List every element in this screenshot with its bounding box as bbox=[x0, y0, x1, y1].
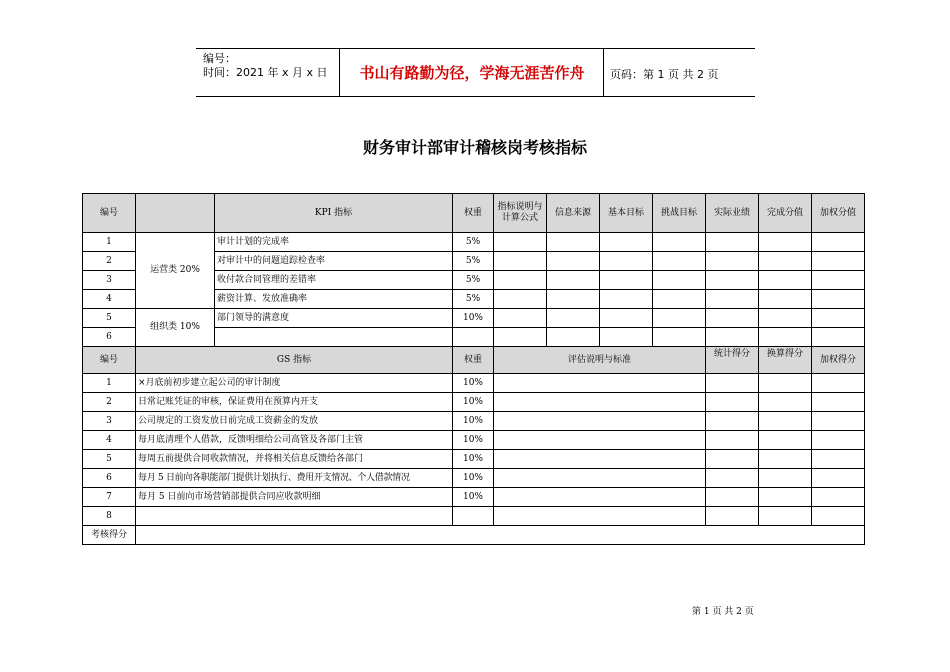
gs-cell bbox=[706, 374, 759, 393]
gs-row-weight: 10% bbox=[453, 374, 494, 393]
kpi-row-num: 4 bbox=[83, 290, 136, 309]
gs-cell bbox=[759, 507, 812, 526]
gs-cell bbox=[759, 431, 812, 450]
gs-cell bbox=[706, 469, 759, 488]
gs-row-eval bbox=[494, 469, 706, 488]
gs-row-num: 3 bbox=[83, 412, 136, 431]
kpi-cell bbox=[600, 290, 653, 309]
gs-cell bbox=[706, 393, 759, 412]
kpi-cell bbox=[494, 328, 547, 347]
score-label: 考核得分 bbox=[83, 526, 136, 545]
kpi-header-base: 基本目标 bbox=[600, 194, 653, 233]
kpi-row-weight bbox=[453, 328, 494, 347]
gs-cell bbox=[706, 507, 759, 526]
gs-header-eval: 评估说明与标准 bbox=[494, 347, 706, 374]
kpi-header-row bbox=[83, 194, 865, 233]
kpi-header-challenge: 挑战目标 bbox=[653, 194, 706, 233]
kpi-row-weight: 5% bbox=[453, 233, 494, 252]
gs-row-name: 公司规定的工资发放日前完成工资薪金的发放 bbox=[136, 412, 453, 431]
kpi-row-name bbox=[215, 328, 453, 347]
gs-header-weighted: 加权得分 bbox=[812, 347, 865, 374]
kpi-cell bbox=[547, 233, 600, 252]
gs-row-eval bbox=[494, 412, 706, 431]
gs-row bbox=[83, 507, 865, 526]
assessment-table bbox=[82, 193, 865, 545]
gs-row-num: 4 bbox=[83, 431, 136, 450]
kpi-cell bbox=[547, 309, 600, 328]
kpi-header-num: 编号 bbox=[83, 194, 136, 233]
header-motto: 书山有路勤为径，学海无涯苦作舟 bbox=[359, 64, 585, 82]
score-value bbox=[136, 526, 865, 545]
gs-row bbox=[83, 431, 865, 450]
kpi-cell bbox=[812, 271, 865, 290]
kpi-cell bbox=[759, 290, 812, 309]
kpi-cell bbox=[600, 233, 653, 252]
kpi-header-weighted: 加权分值 bbox=[812, 194, 865, 233]
gs-row-num: 8 bbox=[83, 507, 136, 526]
header-bottom-rule bbox=[196, 96, 755, 97]
kpi-cell bbox=[600, 328, 653, 347]
header-divider-left bbox=[339, 48, 340, 96]
kpi-cell bbox=[812, 290, 865, 309]
gs-cell bbox=[759, 412, 812, 431]
kpi-cell bbox=[706, 271, 759, 290]
kpi-row-num: 1 bbox=[83, 233, 136, 252]
kpi-cell bbox=[600, 252, 653, 271]
kpi-header-source: 信息来源 bbox=[547, 194, 600, 233]
gs-row-eval bbox=[494, 488, 706, 507]
gs-cell bbox=[759, 488, 812, 507]
kpi-cell bbox=[494, 290, 547, 309]
gs-header-stat: 统计得分 bbox=[706, 347, 759, 374]
header-divider-right bbox=[603, 48, 604, 96]
gs-row-name: 每月 5 日前向各职能部门提供计划执行、费用开支情况、个人借款情况 bbox=[136, 469, 453, 488]
gs-cell bbox=[812, 374, 865, 393]
kpi-row-name: 收付款合同管理的差错率 bbox=[215, 271, 453, 290]
gs-row-weight: 10% bbox=[453, 450, 494, 469]
gs-row-num: 1 bbox=[83, 374, 136, 393]
kpi-row-weight: 5% bbox=[453, 290, 494, 309]
gs-row-eval bbox=[494, 374, 706, 393]
kpi-header-weight: 权重 bbox=[453, 194, 494, 233]
gs-row bbox=[83, 412, 865, 431]
gs-cell bbox=[759, 450, 812, 469]
kpi-cell bbox=[759, 252, 812, 271]
gs-row bbox=[83, 469, 865, 488]
kpi-cell bbox=[812, 233, 865, 252]
gs-cell bbox=[706, 450, 759, 469]
gs-row bbox=[83, 374, 865, 393]
gs-row-eval bbox=[494, 507, 706, 526]
kpi-cell bbox=[494, 233, 547, 252]
gs-row-weight: 10% bbox=[453, 412, 494, 431]
kpi-cell bbox=[547, 290, 600, 309]
gs-cell bbox=[812, 450, 865, 469]
gs-row-weight bbox=[453, 507, 494, 526]
kpi-row-name: 审计计划的完成率 bbox=[215, 233, 453, 252]
kpi-cell bbox=[706, 290, 759, 309]
kpi-cell bbox=[494, 271, 547, 290]
gs-header-num: 编号 bbox=[83, 347, 136, 374]
kpi-cell bbox=[494, 252, 547, 271]
kpi-cell bbox=[759, 328, 812, 347]
page-footer: 第 1 页 共 2 页 bbox=[692, 607, 754, 617]
gs-row bbox=[83, 393, 865, 412]
kpi-header-desc: 指标说明与计算公式 bbox=[494, 194, 547, 233]
gs-row-name bbox=[136, 507, 453, 526]
kpi-cell bbox=[812, 328, 865, 347]
gs-row-num: 7 bbox=[83, 488, 136, 507]
kpi-row bbox=[83, 309, 865, 328]
kpi-cell bbox=[494, 309, 547, 328]
kpi-cell bbox=[706, 233, 759, 252]
gs-cell bbox=[759, 393, 812, 412]
kpi-row-num: 2 bbox=[83, 252, 136, 271]
kpi-row bbox=[83, 233, 865, 252]
gs-cell bbox=[759, 374, 812, 393]
kpi-row-num: 3 bbox=[83, 271, 136, 290]
page-title: 财务审计部审计稽核岗考核指标 bbox=[362, 138, 587, 157]
kpi-cell bbox=[653, 233, 706, 252]
gs-row-name: 每月 5 日前向市场营销部提供合同应收款明细 bbox=[136, 488, 453, 507]
kpi-cell bbox=[600, 309, 653, 328]
kpi-header-blank bbox=[136, 194, 215, 233]
kpi-header-actual: 实际业绩 bbox=[706, 194, 759, 233]
kpi-row-num: 6 bbox=[83, 328, 136, 347]
kpi-group-organization: 组织类 10% bbox=[136, 309, 215, 347]
kpi-cell bbox=[759, 233, 812, 252]
kpi-cell bbox=[812, 309, 865, 328]
gs-cell bbox=[759, 469, 812, 488]
kpi-row-weight: 5% bbox=[453, 252, 494, 271]
kpi-row-weight: 10% bbox=[453, 309, 494, 328]
gs-cell bbox=[812, 507, 865, 526]
gs-cell bbox=[812, 412, 865, 431]
kpi-cell bbox=[653, 309, 706, 328]
kpi-row-name: 对审计中的问题追踪检查率 bbox=[215, 252, 453, 271]
kpi-row-weight: 5% bbox=[453, 271, 494, 290]
gs-row-name: 每周五前提供合同收款情况，并将相关信息反馈给各部门 bbox=[136, 450, 453, 469]
gs-cell bbox=[706, 431, 759, 450]
gs-row-num: 5 bbox=[83, 450, 136, 469]
kpi-cell bbox=[547, 252, 600, 271]
gs-header-weight: 权重 bbox=[453, 347, 494, 374]
kpi-cell bbox=[653, 271, 706, 290]
kpi-header-indicator: KPI 指标 bbox=[215, 194, 453, 233]
kpi-cell bbox=[547, 271, 600, 290]
kpi-row-name: 薪资计算、发放准确率 bbox=[215, 290, 453, 309]
kpi-cell bbox=[759, 309, 812, 328]
gs-header-conv: 换算得分 bbox=[759, 347, 812, 374]
gs-row bbox=[83, 488, 865, 507]
gs-row-name: 日常记账凭证的审核，保证费用在预算内开支 bbox=[136, 393, 453, 412]
gs-row-weight: 10% bbox=[453, 488, 494, 507]
kpi-cell bbox=[653, 252, 706, 271]
header-page-label: 页码：第 1 页 共 2 页 bbox=[610, 68, 719, 81]
kpi-cell bbox=[653, 290, 706, 309]
header-number-label: 编号： bbox=[203, 52, 236, 65]
kpi-row-name: 部门领导的满意度 bbox=[215, 309, 453, 328]
kpi-cell bbox=[600, 271, 653, 290]
kpi-header-score: 完成分值 bbox=[759, 194, 812, 233]
gs-row-name: 每月底清理个人借款，反馈明细给公司高管及各部门主管 bbox=[136, 431, 453, 450]
header-top-rule bbox=[196, 48, 755, 49]
kpi-cell bbox=[547, 328, 600, 347]
gs-row-eval bbox=[494, 431, 706, 450]
kpi-group-operations: 运营类 20% bbox=[136, 233, 215, 309]
kpi-cell bbox=[653, 328, 706, 347]
gs-row-eval bbox=[494, 393, 706, 412]
kpi-cell bbox=[706, 309, 759, 328]
gs-cell bbox=[812, 469, 865, 488]
gs-row-weight: 10% bbox=[453, 431, 494, 450]
kpi-row-num: 5 bbox=[83, 309, 136, 328]
gs-row-num: 6 bbox=[83, 469, 136, 488]
score-row bbox=[83, 526, 865, 545]
gs-cell bbox=[706, 412, 759, 431]
gs-header-indicator: GS 指标 bbox=[136, 347, 453, 374]
gs-row-name: ×月底前初步建立起公司的审计制度 bbox=[136, 374, 453, 393]
gs-row-weight: 10% bbox=[453, 393, 494, 412]
kpi-cell bbox=[759, 271, 812, 290]
gs-row-eval bbox=[494, 450, 706, 469]
gs-row bbox=[83, 450, 865, 469]
gs-header-row bbox=[83, 347, 865, 374]
gs-row-num: 2 bbox=[83, 393, 136, 412]
gs-row-weight: 10% bbox=[453, 469, 494, 488]
gs-cell bbox=[706, 488, 759, 507]
gs-cell bbox=[812, 488, 865, 507]
gs-cell bbox=[812, 431, 865, 450]
gs-cell bbox=[812, 393, 865, 412]
kpi-cell bbox=[706, 328, 759, 347]
kpi-cell bbox=[706, 252, 759, 271]
header-time-label: 时间：2021 年 x 月 x 日 bbox=[203, 66, 328, 79]
kpi-cell bbox=[812, 252, 865, 271]
